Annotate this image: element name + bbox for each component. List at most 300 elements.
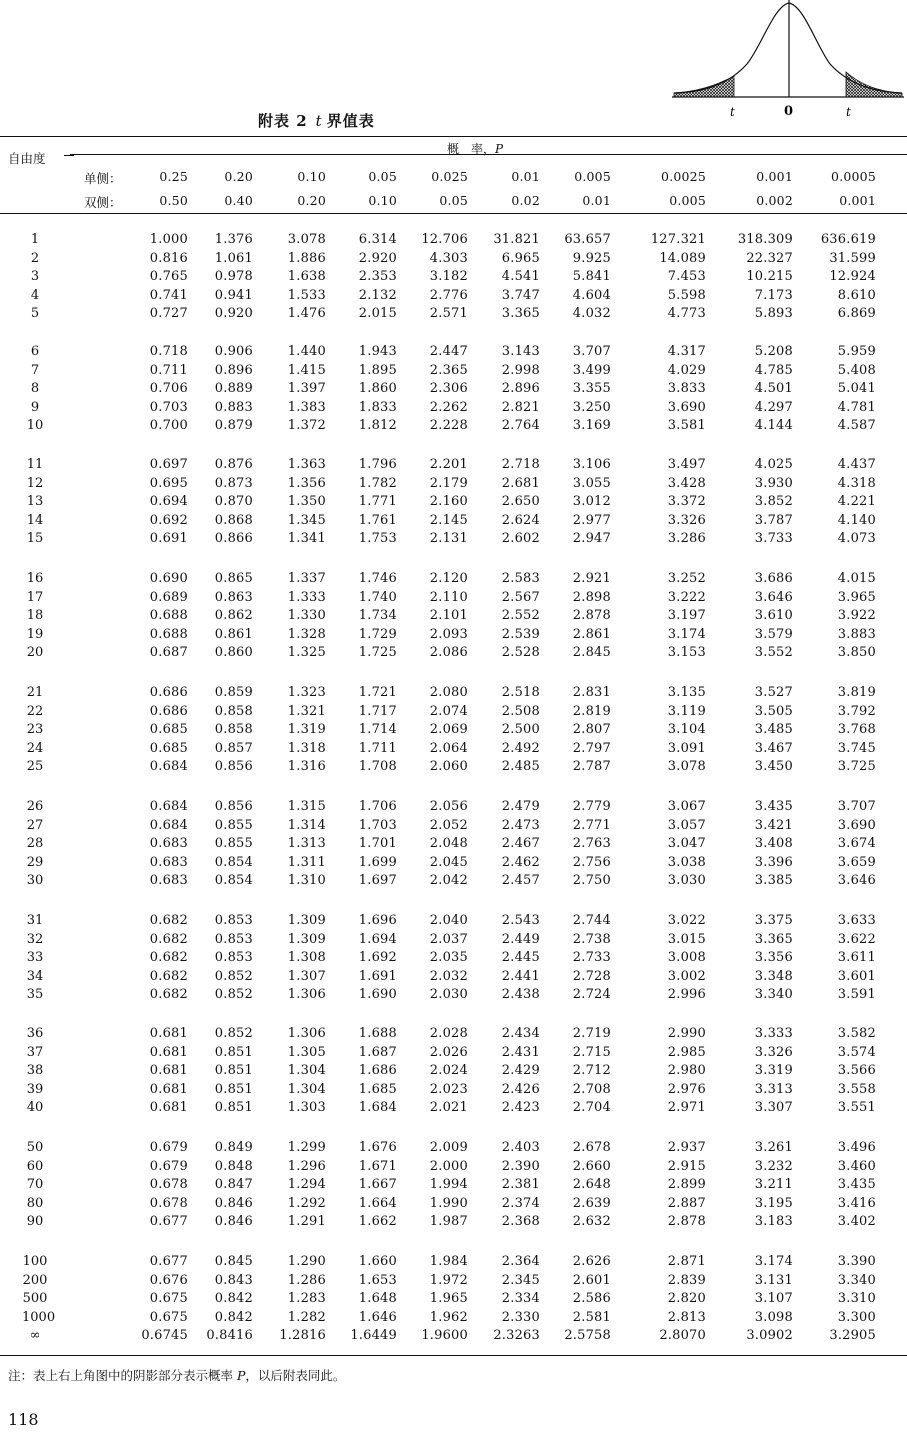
critical-value: 3.356 <box>754 950 793 965</box>
critical-value: 1.363 <box>287 457 326 472</box>
critical-value: 0.858 <box>214 703 253 719</box>
critical-value: 3.725 <box>837 759 876 774</box>
critical-value: 1.309 <box>287 931 326 947</box>
critical-value: 1.337 <box>287 571 326 586</box>
critical-value: 1.685 <box>358 1081 397 1097</box>
critical-value: 4.604 <box>572 287 611 303</box>
critical-value: 0.695 <box>149 475 188 491</box>
critical-value: 2.403 <box>501 1140 540 1155</box>
critical-value: 3.107 <box>754 1291 793 1306</box>
df-value: 100 <box>22 1254 48 1269</box>
critical-value: 1.686 <box>358 1063 397 1078</box>
critical-value: 3.091 <box>667 740 706 756</box>
critical-value: 0.853 <box>214 931 253 947</box>
critical-value: 3.015 <box>667 931 706 947</box>
critical-value: 6.869 <box>837 306 876 321</box>
critical-value: 2.733 <box>572 950 611 965</box>
probability-underline <box>70 154 907 155</box>
df-value: 27 <box>26 817 44 833</box>
critical-value: 0.847 <box>214 1177 253 1192</box>
critical-value: 3.435 <box>754 799 793 814</box>
critical-value: 0.677 <box>149 1214 188 1229</box>
critical-value: 2.330 <box>501 1309 540 1325</box>
critical-value: 0.853 <box>214 913 253 928</box>
critical-value: 1.646 <box>358 1309 397 1325</box>
critical-value: 3.135 <box>667 685 706 700</box>
df-value: 500 <box>22 1291 48 1306</box>
critical-value: 3.527 <box>754 685 793 700</box>
critical-value: 2.581 <box>572 1309 611 1325</box>
critical-value: 3.232 <box>754 1158 793 1174</box>
critical-value: 3.106 <box>572 457 611 472</box>
critical-value: 2.624 <box>501 512 540 528</box>
label-center-0: 0 <box>784 104 794 119</box>
critical-value: 2.660 <box>572 1158 611 1174</box>
critical-value: 2.998 <box>501 362 540 378</box>
df-value: 26 <box>26 799 44 814</box>
critical-value: 2.977 <box>572 512 611 528</box>
critical-value: 2.390 <box>501 1158 540 1174</box>
critical-value: 2.365 <box>429 362 468 378</box>
critical-value: 31.821 <box>493 232 540 247</box>
critical-value: 1.000 <box>149 232 188 247</box>
critical-value: 2.262 <box>429 399 468 415</box>
critical-value: 3.497 <box>667 457 706 472</box>
two-sided-p: 0.002 <box>756 193 793 208</box>
critical-value: 0.920 <box>214 306 253 321</box>
critical-value: 0.677 <box>149 1254 188 1269</box>
critical-value: 3.768 <box>837 722 876 737</box>
critical-value: 2.650 <box>501 494 540 509</box>
critical-value: 2.528 <box>501 645 540 660</box>
df-value: 80 <box>26 1195 44 1211</box>
df-value: 9 <box>30 399 40 415</box>
critical-value: 2.368 <box>501 1214 540 1229</box>
footnote <box>8 1366 345 1384</box>
critical-value: 3.611 <box>837 950 876 965</box>
critical-value: 0.683 <box>149 854 188 870</box>
critical-value: 1.306 <box>287 987 326 1002</box>
critical-value: 1.761 <box>358 512 397 528</box>
critical-value: 1.690 <box>358 987 397 1002</box>
one-sided-label: 单侧： <box>84 171 122 186</box>
critical-value: 0.681 <box>149 1063 188 1078</box>
critical-value: 0.689 <box>149 589 188 605</box>
critical-value: 2.473 <box>501 817 540 833</box>
df-value: 10 <box>26 418 44 433</box>
critical-value: 2.704 <box>572 1100 611 1115</box>
critical-value: 3.002 <box>667 968 706 984</box>
critical-value: 0.685 <box>149 722 188 737</box>
critical-value: 2.5758 <box>564 1328 611 1343</box>
critical-value: 3.365 <box>754 931 793 947</box>
critical-value: 2.228 <box>429 418 468 433</box>
critical-value: 0.941 <box>214 287 253 303</box>
critical-value: 1.328 <box>287 626 326 642</box>
critical-value: 1.667 <box>358 1177 397 1192</box>
critical-value: 127.321 <box>650 232 706 247</box>
critical-value: 3.787 <box>754 512 793 528</box>
critical-value: 1.307 <box>287 968 326 984</box>
critical-value: 0.863 <box>214 589 253 605</box>
critical-value: 0.683 <box>149 873 188 888</box>
two-sided-p: 0.001 <box>839 193 876 208</box>
critical-value: 0.681 <box>149 1100 188 1115</box>
critical-value: 2.160 <box>429 494 468 509</box>
critical-value: 0.683 <box>149 836 188 851</box>
critical-value: 3.355 <box>572 381 611 396</box>
critical-value: 2.583 <box>501 571 540 586</box>
critical-value: 2.819 <box>572 703 611 719</box>
critical-value: 0.842 <box>214 1291 253 1306</box>
critical-value: 1.711 <box>358 740 397 756</box>
critical-value: 3.326 <box>667 512 706 528</box>
critical-value: 4.437 <box>837 457 876 472</box>
critical-value: 1.994 <box>429 1177 468 1192</box>
critical-value: 9.925 <box>572 250 611 266</box>
critical-value: 2.052 <box>429 817 468 833</box>
one-sided-p: 0.05 <box>368 169 397 184</box>
critical-value: 2.648 <box>572 1177 611 1192</box>
critical-value: 2.571 <box>429 306 468 321</box>
df-value: 33 <box>26 950 44 965</box>
critical-value: 0.851 <box>214 1044 253 1060</box>
df-value: 22 <box>26 703 44 719</box>
critical-value: 0.851 <box>214 1100 253 1115</box>
critical-value: 2.462 <box>501 854 540 870</box>
critical-value: 3.622 <box>837 931 876 947</box>
critical-value: 1.304 <box>287 1081 326 1097</box>
critical-value: 2.449 <box>501 931 540 947</box>
df-value: 2 <box>30 250 40 266</box>
critical-value: 3.340 <box>837 1272 876 1288</box>
critical-value: 2.971 <box>667 1100 706 1115</box>
critical-value: 2.750 <box>572 873 611 888</box>
critical-value: 2.921 <box>572 571 611 586</box>
df-value: 29 <box>26 854 44 870</box>
critical-value: 0.682 <box>149 987 188 1002</box>
critical-value: 3.143 <box>501 344 540 359</box>
critical-value: 3.385 <box>754 873 793 888</box>
critical-value: 0.686 <box>149 685 188 700</box>
critical-value: 3.286 <box>667 531 706 546</box>
critical-value: 2.467 <box>501 836 540 851</box>
critical-value: 2.015 <box>358 306 397 321</box>
critical-value: 3.416 <box>837 1195 876 1211</box>
header-rule <box>0 213 907 214</box>
critical-value: 2.845 <box>572 645 611 660</box>
title-suffix: 界值表 <box>326 112 375 130</box>
critical-value: 2.306 <box>429 381 468 396</box>
critical-value: 3.340 <box>754 987 793 1002</box>
critical-value: 2.719 <box>572 1026 611 1041</box>
critical-value: 2.024 <box>429 1063 468 1078</box>
critical-value: 1.323 <box>287 685 326 700</box>
critical-value: 3.313 <box>754 1081 793 1097</box>
probability-label: 概 率， <box>447 142 496 156</box>
df-value: 50 <box>26 1140 44 1155</box>
df-value: 23 <box>26 722 44 737</box>
critical-value: 5.208 <box>754 344 793 359</box>
critical-value: 636.619 <box>820 232 876 247</box>
critical-value: 2.712 <box>572 1063 611 1078</box>
df-value: 20 <box>26 645 44 660</box>
critical-value: 2.032 <box>429 968 468 984</box>
critical-value: 4.144 <box>754 418 793 433</box>
critical-value: 0.684 <box>149 759 188 774</box>
critical-value: 1.972 <box>429 1272 468 1288</box>
critical-value: 3.402 <box>837 1214 876 1229</box>
critical-value: 2.976 <box>667 1081 706 1097</box>
critical-value: 3.0902 <box>746 1328 793 1343</box>
critical-value: 0.688 <box>149 626 188 642</box>
critical-value: 3.261 <box>754 1140 793 1155</box>
critical-value: 3.435 <box>837 1177 876 1192</box>
critical-value: 0.870 <box>214 494 253 509</box>
critical-value: 1.717 <box>358 703 397 719</box>
critical-value: 3.055 <box>572 475 611 491</box>
critical-value: 3.610 <box>754 608 793 623</box>
critical-value: 3.408 <box>754 836 793 851</box>
critical-value: 3.372 <box>667 494 706 509</box>
critical-value: 2.431 <box>501 1044 540 1060</box>
critical-value: 63.657 <box>564 232 611 247</box>
critical-value: 0.854 <box>214 854 253 870</box>
critical-value: 0.8416 <box>206 1328 253 1343</box>
critical-value: 2.632 <box>572 1214 611 1229</box>
critical-value: 1.9600 <box>421 1328 468 1343</box>
critical-value: 2.131 <box>429 531 468 546</box>
critical-value: 10.215 <box>746 269 793 284</box>
right-tail-shade <box>846 72 902 97</box>
critical-value: 5.841 <box>572 269 611 284</box>
critical-value: 0.682 <box>149 968 188 984</box>
critical-value: 2.807 <box>572 722 611 737</box>
df-value: 5 <box>30 306 40 321</box>
critical-value: 2.715 <box>572 1044 611 1060</box>
critical-value: 2.426 <box>501 1081 540 1097</box>
critical-value: 1.638 <box>287 269 326 284</box>
critical-value: 1.286 <box>287 1272 326 1288</box>
critical-value: 12.706 <box>421 232 468 247</box>
critical-value: 0.690 <box>149 571 188 586</box>
df-value: 90 <box>26 1214 44 1229</box>
critical-value: 1.376 <box>214 232 253 247</box>
critical-value: 4.501 <box>754 381 793 396</box>
critical-value: 3.690 <box>667 399 706 415</box>
critical-value: 0.868 <box>214 512 253 528</box>
critical-value: 3.792 <box>837 703 876 719</box>
critical-value: 0.846 <box>214 1195 253 1211</box>
two-sided-p: 0.20 <box>297 193 326 208</box>
critical-value: 4.029 <box>667 362 706 378</box>
critical-value: 1.687 <box>358 1044 397 1060</box>
critical-value: 1.782 <box>358 475 397 491</box>
table-title <box>258 110 375 131</box>
critical-value: 0.681 <box>149 1044 188 1060</box>
critical-value: 318.309 <box>737 232 793 247</box>
df-value: 21 <box>26 685 44 700</box>
critical-value: 3.659 <box>837 854 876 870</box>
critical-value: 2.364 <box>501 1254 540 1269</box>
critical-value: 4.773 <box>667 306 706 321</box>
critical-value: 3.375 <box>754 913 793 928</box>
critical-value: 2.037 <box>429 931 468 947</box>
critical-value: 1.282 <box>287 1309 326 1325</box>
critical-value: 0.906 <box>214 344 253 359</box>
critical-value: 2.937 <box>667 1140 706 1155</box>
critical-value: 0.6745 <box>141 1328 188 1343</box>
df-value: 35 <box>26 987 44 1002</box>
critical-value: 2.429 <box>501 1063 540 1078</box>
critical-value: 3.195 <box>754 1195 793 1211</box>
critical-value: 0.854 <box>214 873 253 888</box>
critical-value: 31.599 <box>829 250 876 266</box>
critical-value: 4.303 <box>429 250 468 266</box>
critical-value: 0.678 <box>149 1177 188 1192</box>
critical-value: 0.678 <box>149 1195 188 1211</box>
critical-value: 0.865 <box>214 571 253 586</box>
critical-value: 3.174 <box>667 626 706 642</box>
critical-value: 5.959 <box>837 344 876 359</box>
critical-value: 3.505 <box>754 703 793 719</box>
critical-value: 4.318 <box>837 475 876 491</box>
critical-value: 3.348 <box>754 968 793 984</box>
critical-value: 2.797 <box>572 740 611 756</box>
critical-value: 1.671 <box>358 1158 397 1174</box>
critical-value: 0.681 <box>149 1081 188 1097</box>
critical-value: 2.334 <box>501 1291 540 1306</box>
critical-value: 2.728 <box>572 968 611 984</box>
critical-value: 1.292 <box>287 1195 326 1211</box>
footnote-symbol: P <box>236 1368 246 1383</box>
critical-value: 2.000 <box>429 1158 468 1174</box>
critical-value: 3.169 <box>572 418 611 433</box>
critical-value: 1.296 <box>287 1158 326 1174</box>
critical-value: 3.365 <box>501 306 540 321</box>
critical-value: 0.896 <box>214 362 253 378</box>
title-symbol: t <box>315 112 323 130</box>
df-value: 6 <box>30 344 40 359</box>
critical-value: 1.965 <box>429 1291 468 1306</box>
title-prefix: 附表 2 <box>258 112 308 130</box>
critical-value: 5.041 <box>837 381 876 396</box>
critical-value: 1.313 <box>287 836 326 851</box>
critical-value: 3.747 <box>501 287 540 303</box>
critical-value: 2.990 <box>667 1026 706 1041</box>
critical-value: 2.776 <box>429 287 468 303</box>
critical-value: 0.816 <box>149 250 188 266</box>
left-tail-shade <box>674 76 734 97</box>
critical-value: 3.098 <box>754 1309 793 1325</box>
critical-value: 0.687 <box>149 645 188 660</box>
critical-value: 2.899 <box>667 1177 706 1192</box>
critical-value: 4.297 <box>754 399 793 415</box>
critical-value: 2.821 <box>501 399 540 415</box>
critical-value: 2.445 <box>501 950 540 965</box>
critical-value: 2.947 <box>572 531 611 546</box>
dof-underline <box>64 155 74 156</box>
critical-value: 0.856 <box>214 759 253 774</box>
critical-value: 1.061 <box>214 250 253 266</box>
critical-value: 2.813 <box>667 1309 706 1325</box>
df-value: 38 <box>26 1063 44 1078</box>
df-value: 24 <box>26 740 44 756</box>
critical-value: 1.962 <box>429 1309 468 1325</box>
critical-value: 2.110 <box>429 589 468 605</box>
critical-value: 2.915 <box>667 1158 706 1174</box>
critical-value: 0.862 <box>214 608 253 623</box>
critical-value: 0.688 <box>149 608 188 623</box>
critical-value: 1.886 <box>287 250 326 266</box>
df-value: 70 <box>26 1177 44 1192</box>
critical-value: 0.855 <box>214 836 253 851</box>
df-value: 12 <box>26 475 44 491</box>
critical-value: 2.756 <box>572 854 611 870</box>
critical-value: 2.602 <box>501 531 540 546</box>
critical-value: 3.707 <box>837 799 876 814</box>
critical-value: 2.009 <box>429 1140 468 1155</box>
critical-value: 2.996 <box>667 987 706 1002</box>
critical-value: 1.706 <box>358 799 397 814</box>
critical-value: 2.086 <box>429 645 468 660</box>
critical-value: 5.598 <box>667 287 706 303</box>
critical-value: 3.646 <box>754 589 793 605</box>
critical-value: 4.140 <box>837 512 876 528</box>
critical-value: 5.893 <box>754 306 793 321</box>
critical-value: 3.078 <box>667 759 706 774</box>
critical-value: 7.173 <box>754 287 793 303</box>
critical-value: 1.291 <box>287 1214 326 1229</box>
critical-value: 0.686 <box>149 703 188 719</box>
critical-value: 3.686 <box>754 571 793 586</box>
critical-value: 2.878 <box>572 608 611 623</box>
critical-value: 1.796 <box>358 457 397 472</box>
critical-value: 2.871 <box>667 1254 706 1269</box>
critical-value: 1.740 <box>358 589 397 605</box>
critical-value: 12.924 <box>829 269 876 284</box>
critical-value: 2.552 <box>501 608 540 623</box>
critical-value: 3.922 <box>837 608 876 623</box>
critical-value: 14.089 <box>659 250 706 266</box>
two-sided-p: 0.05 <box>439 193 468 208</box>
critical-value: 3.707 <box>572 344 611 359</box>
critical-value: 2.543 <box>501 913 540 928</box>
two-sided-p: 0.10 <box>368 193 397 208</box>
critical-value: 1.691 <box>358 968 397 984</box>
df-value: 19 <box>26 626 44 642</box>
critical-value: 1.812 <box>358 418 397 433</box>
critical-value: 2.920 <box>358 250 397 266</box>
critical-value: 2.423 <box>501 1100 540 1115</box>
critical-value: 2.441 <box>501 968 540 984</box>
critical-value: 3.319 <box>754 1063 793 1078</box>
one-sided-p: 0.025 <box>431 169 468 184</box>
critical-value: 2.434 <box>501 1026 540 1041</box>
critical-value: 3.558 <box>837 1081 876 1097</box>
critical-value: 3.153 <box>667 645 706 660</box>
critical-value: 1.746 <box>358 571 397 586</box>
critical-value: 3.310 <box>837 1291 876 1306</box>
critical-value: 1.311 <box>287 854 326 870</box>
critical-value: 1.6449 <box>350 1328 397 1343</box>
critical-value: 0.883 <box>214 399 253 415</box>
critical-value: 1.316 <box>287 759 326 774</box>
critical-value: 1.303 <box>287 1100 326 1115</box>
one-sided-p: 0.001 <box>756 169 793 184</box>
critical-value: 2.896 <box>501 381 540 396</box>
critical-value: 3.252 <box>667 571 706 586</box>
